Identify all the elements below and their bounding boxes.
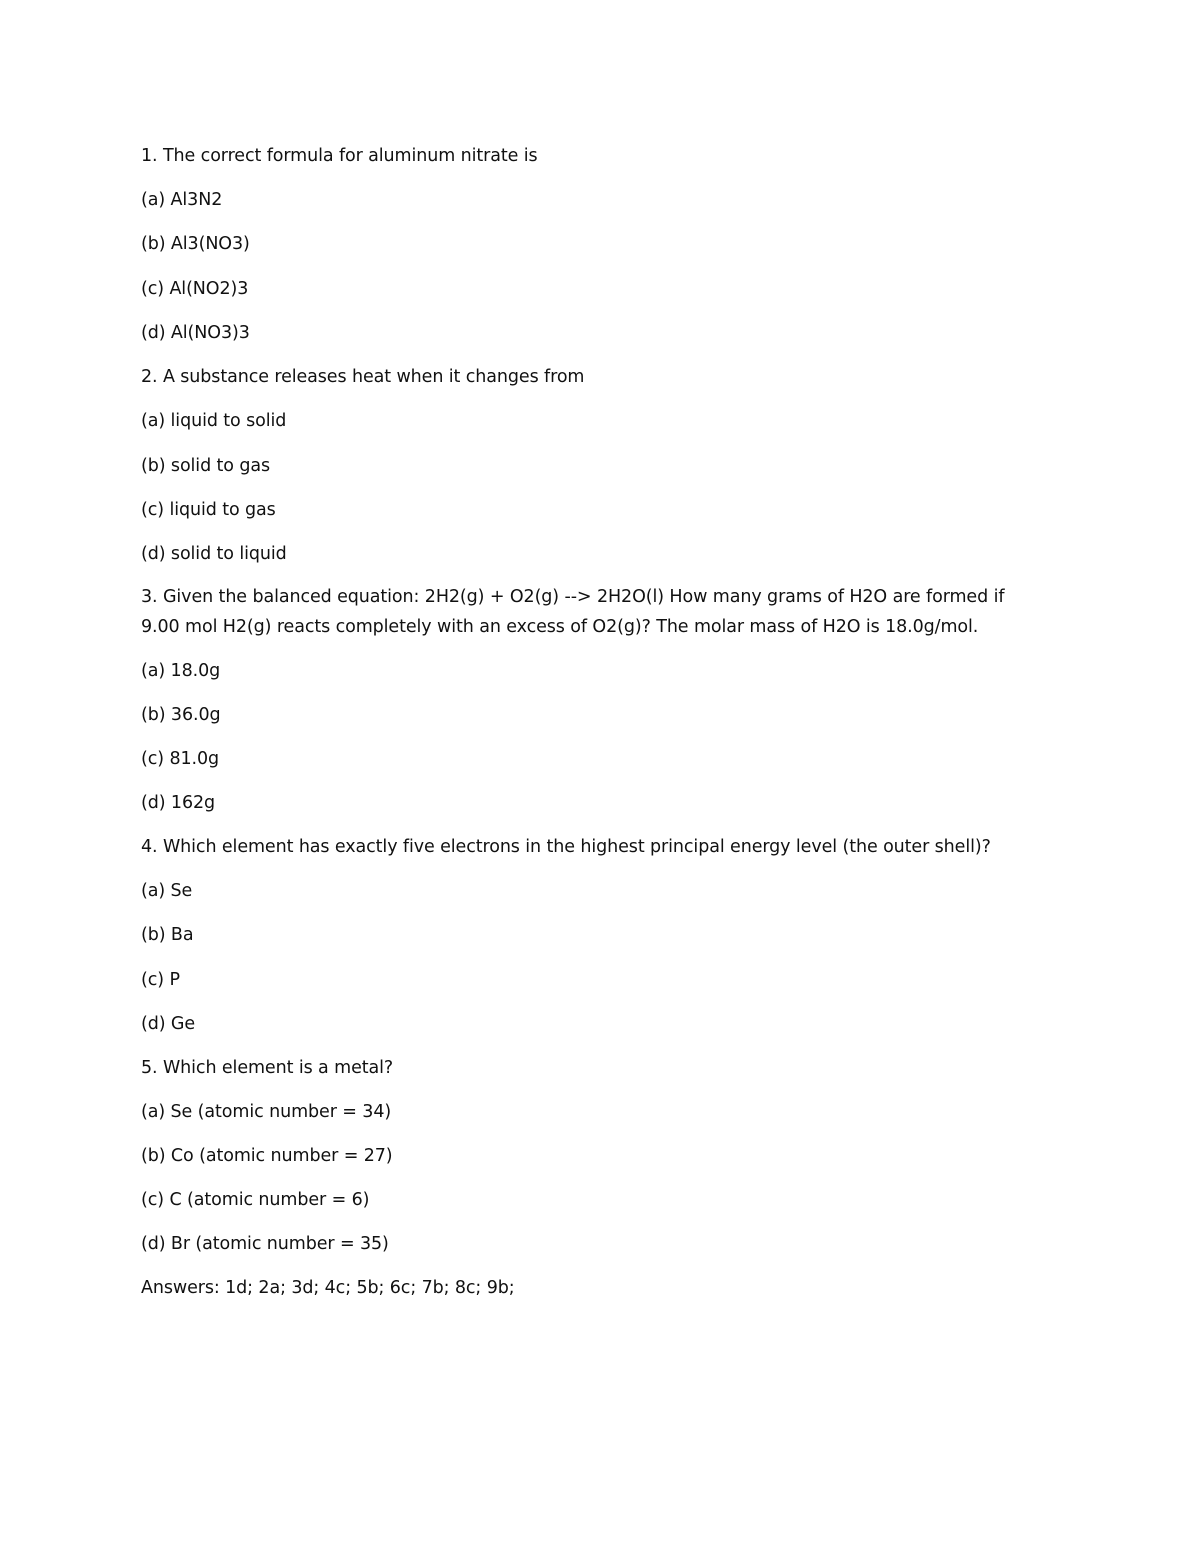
question-1-option-c: (c) Al(NO2)3 <box>141 279 249 299</box>
question-1-option-d: (d) Al(NO3)3 <box>141 323 250 343</box>
question-5-option-d: (d) Br (atomic number = 35) <box>141 1234 389 1254</box>
question-5-option-b: (b) Co (atomic number = 27) <box>141 1146 393 1166</box>
question-2-option-d: (d) solid to liquid <box>141 544 287 564</box>
question-2-option-c: (c) liquid to gas <box>141 500 276 520</box>
question-5-option-c: (c) C (atomic number = 6) <box>141 1190 370 1210</box>
question-2-option-b: (b) solid to gas <box>141 456 271 476</box>
question-1-option-b: (b) Al3(NO3) <box>141 234 250 254</box>
question-5-option-a: (a) Se (atomic number = 34) <box>141 1102 392 1122</box>
question-4-option-b: (b) Ba <box>141 925 194 945</box>
question-4-option-a: (a) Se <box>141 881 193 901</box>
question-3-option-d: (d) 162g <box>141 793 216 813</box>
question-4: 4. Which element has exactly five electrons in the highest principal energy level (the outer shell)? <box>141 837 991 857</box>
question-2: 2. A substance releases heat when it changes from <box>141 367 585 387</box>
question-3: 3. Given the balanced equation: 2H2(g) + O2(g) --> 2H2O(l) How many grams of H2O are formed if 9.00 mol H2(g) reacts completely with an excess of O2(g)? The molar mass of H2O is 18.0g/mol. <box>141 587 1005 637</box>
question-4-option-c: (c) P <box>141 970 180 990</box>
question-2-option-a: (a) liquid to solid <box>141 411 287 431</box>
question-1-option-a: (a) Al3N2 <box>141 190 223 210</box>
question-1: 1. The correct formula for aluminum nitrate is <box>141 146 538 166</box>
answer-key: Answers: 1d; 2a; 3d; 4c; 5b; 6c; 7b; 8c; 9b; <box>141 1278 515 1298</box>
question-3-option-b: (b) 36.0g <box>141 705 221 725</box>
question-3-option-a: (a) 18.0g <box>141 661 221 681</box>
question-5: 5. Which element is a metal? <box>141 1058 394 1078</box>
question-3-option-c: (c) 81.0g <box>141 749 220 769</box>
question-4-option-d: (d) Ge <box>141 1014 196 1034</box>
